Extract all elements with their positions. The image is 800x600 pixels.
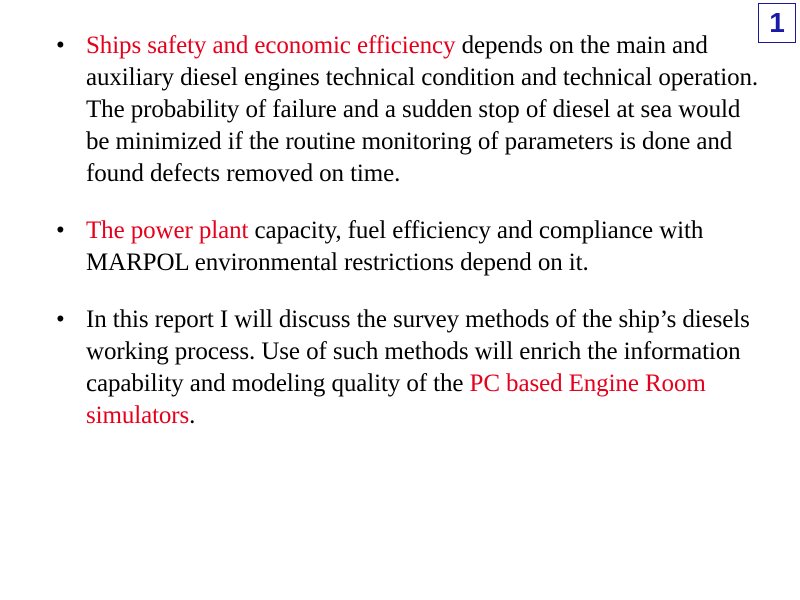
bullet-item-safety [0,30,760,190]
bullet-icon: • [56,217,65,244]
highlight-text: The power plant [86,217,249,244]
highlight-text: PC based Engine Room simulators [86,370,706,429]
highlight-text: Ships safety and economic efficiency [86,32,456,59]
bullet-item-power-plant [0,215,760,279]
bullet-text: capacity, fuel efficiency and compliance with MARPOL environmental restrictions depend on it. [86,217,704,276]
bullet-text: In this report I will discuss the survey methods of the ship’s diesels working process. Use of such methods will enrich the information capability and modeling quality of the [86,306,750,397]
bullet-text: depends on the main and auxiliary diesel engines technical condition and technical operation. The probability of failure and a sudden stop of diesel at sea would be minimized if the routine monitoring of parameters is done and found defects removed on time. [86,32,759,187]
page-number-badge [758,3,796,43]
bullet-icon: • [56,32,65,59]
bullet-text-end: . [189,402,196,429]
page-number: 1 [769,7,785,38]
bullet-icon: • [56,306,65,333]
bullet-list [0,30,760,432]
bullet-item-report [0,304,760,432]
